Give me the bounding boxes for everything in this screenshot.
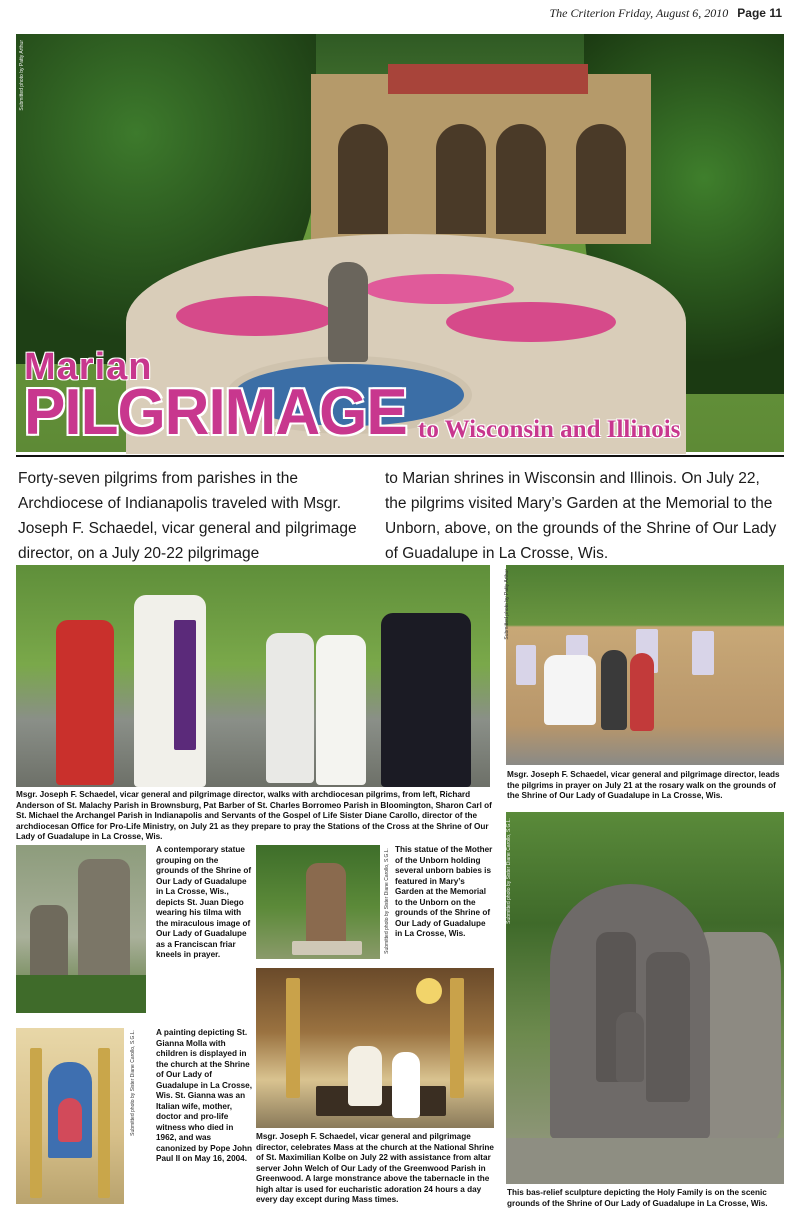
intro-column-2: to Marian shrines in Wisconsin and Illinois. On July 22, the pilgrims visited Mary’s Garden at the Memorial to the Unborn, above, on the grounds of the Shrine of Our Lady of Guadalupe in La Crosse, Wis. [385,470,777,562]
mystery-plaque [516,645,536,685]
figure-pat-barber [266,633,314,783]
hero-photo-credit: Submitted photo by Patty Arthur [19,40,25,111]
caption-mass: Msgr. Joseph F. Schaedel, vicar general and pilgrimage director, celebrates Mass at the church at the National Shrine of St. Maximilian Kolbe on July 22 with assistance from altar server John Welch of Our Lady of the Greenwood Parish in Greenwood. A large monstrance above the tabernacle in the high altar is used for eucharistic adoration 24 hours a day every day except during Mass times. [256,1132,494,1204]
caption-group: Msgr. Joseph F. Schaedel, vicar general and pilgrimage director, walks with archdiocesan pilgrims, from left, Richard Anderson of St. Malachy Parish in Brownsburg, Pat Barber of St. Charles Borromeo Parish in Bloomington, Sharon Carl of St. Michael the Archangel Parish in Indianapolis and Servants of the Gospel of Life Sister Diane Carollo, director of the archdiocesan Office for Pro-Life Ministry, on July 21 as they prepare to pray the Stations of the Cross at the Shrine of Our Lady of Guadalupe in La Crosse, Wis. [16,790,492,841]
relief-photo-credit: Submitted photo by Sister Diane Carollo, S.G.L. [506,818,512,924]
hero-arch [436,124,486,234]
caption-rosary: Msgr. Joseph F. Schaedel, vicar general and pilgrimage director, leads the pilgrims in prayer on July 21 at the rosary walk on the grounds of the Shrine of Our Lady of Guadalupe in La Crosse, Wis. [507,770,780,800]
hero-photo-marys-garden [16,34,784,452]
figure-sharon-carl [316,635,366,785]
figure-msgr-schaedel [601,650,627,730]
hero-flower-bed [446,302,616,342]
photo-mother-of-unborn [256,845,380,959]
mother-photo-credit: Submitted photo by Sister Diane Carollo, S.G.L. [384,848,390,954]
statue-pedestal [292,941,362,955]
statue-mother-of-unborn [306,863,346,951]
headline-pilgrimage: PILGRIMAGE [24,376,407,449]
relief-figure-joseph [646,952,690,1102]
hero-statue [328,262,368,362]
hero-flower-bed [364,274,514,304]
figure-pilgrim [630,653,654,731]
shrubs [16,975,146,1013]
altar-column [450,978,464,1098]
figure-altar-server [392,1052,420,1118]
photo-pilgrims-walking [16,565,490,787]
paper-name: The Criterion [549,6,616,20]
altar-column [286,978,300,1098]
mystery-plaque [692,631,714,675]
photo-st-gianna-painting [16,1028,124,1204]
monstrance [416,978,442,1004]
page-number: Page 11 [737,6,782,20]
headline-marian: Marian [24,346,153,388]
stone-base [506,1138,784,1184]
photo-mass-kolbe-shrine [256,968,494,1128]
statue-juan-diego [78,859,130,989]
figure-sister-diane-carollo [381,613,471,787]
relief-figure-jesus [616,1012,644,1082]
photo-rosary-walk [506,565,784,765]
gianna-photo-credit: Submitted photo by Sister Diane Carollo, S.G.L. [130,1030,136,1136]
hero-flower-bed [176,296,336,336]
caption-juan-diego: A contemporary statue grouping on the grounds of the Shrine of Our Lady of Guadalupe in La Crosse, Wis., depicts St. Juan Diego wearing his tilma with the miraculous image of Our Lady of Guadalupe as a Franciscan friar kneels in prayer. [156,845,252,959]
hero-arch [496,124,546,234]
issue-date: Friday, August 6, 2010 [618,6,729,20]
caption-relief: This bas-relief sculpture depicting the Holy Family is on the scenic grounds of the Shrine of Our Lady of Guadalupe in La Crosse, Wis. [507,1188,768,1208]
caption-mother: This statue of the Mother of the Unborn holding several unborn babies is featured in Mary’s Garden at the Memorial to the Unborn on the grounds of the Shrine of Our Lady of Guadalupe in La Crosse, Wis. [395,845,493,938]
gold-column [98,1048,110,1198]
photo-holy-family-relief [506,812,784,1184]
painted-figure [58,1098,82,1142]
figure-celebrant [348,1046,382,1106]
masthead [550,6,783,21]
hero-arch [338,124,388,234]
caption-gianna: A painting depicting St. Gianna Molla with children is displayed in the church at the Shrine of Our Lady of Guadalupe in La Crosse, Wis. St. Gianna was an Italian wife, mother, doctor and pro-life witness who died in 1962, and was canonized by Pope John Paul II on May 16, 2004. [156,1028,252,1163]
intro-column-1: Forty-seven pilgrims from parishes in the Archdiocese of Indianapolis traveled with Msgr. Joseph F. Schaedel, vicar general and pilgrimage director, on a July 20-22 pilgrimage [18,470,357,562]
gold-column [30,1048,42,1198]
figure-richard-anderson [56,620,114,785]
headline-subtitle: to Wisconsin and Illinois [418,416,681,443]
rosary-photo-credit: Submitted photo by Patty Arthur [504,569,510,640]
photo-juan-diego-statue [16,845,146,1013]
figure-sisters [544,655,596,725]
section-rule [16,455,784,457]
purple-stole [174,620,196,750]
hero-arch [576,124,626,234]
hero-roof [388,64,588,94]
